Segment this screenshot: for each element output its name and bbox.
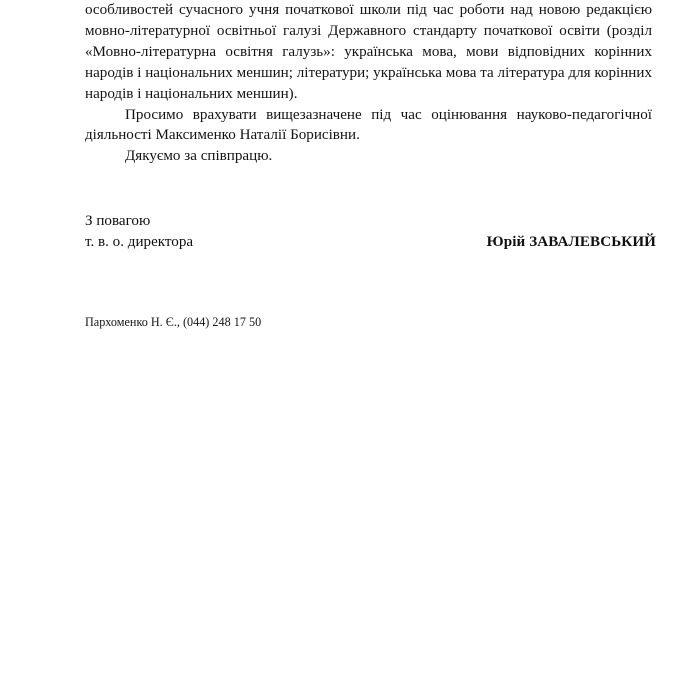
footer-contact: Пархоменко Н. Є., (044) 248 17 50 <box>85 315 262 329</box>
signature-block <box>85 211 657 253</box>
paragraph-continuation: особливостей сучасного учня початкової школи під час роботи над новою редакцією мовно-літературної освітньої галузі Державного стандарту початкової освіти (розділ «Мовно-літературна освітня галузь»: українська мова, мови відповідних корінних народів і національних меншин; літератури; українська мова та література для корінних народів і національних меншин). <box>85 2 652 102</box>
signature-role: т. в. о. директора <box>85 234 194 250</box>
paragraph-request: Просимо врахувати вищезазначене під час оцінювання науково-педагогічної діяльності Максименко Наталії Борисівни. <box>85 106 652 144</box>
signature-row <box>85 232 657 253</box>
signature-closing: З повагою <box>85 213 151 229</box>
signature-name: Юрій ЗАВАЛЕВСЬКИЙ <box>486 234 656 250</box>
document-body <box>85 0 652 167</box>
paragraph-thanks: Дякуємо за співпрацю. <box>125 148 273 165</box>
